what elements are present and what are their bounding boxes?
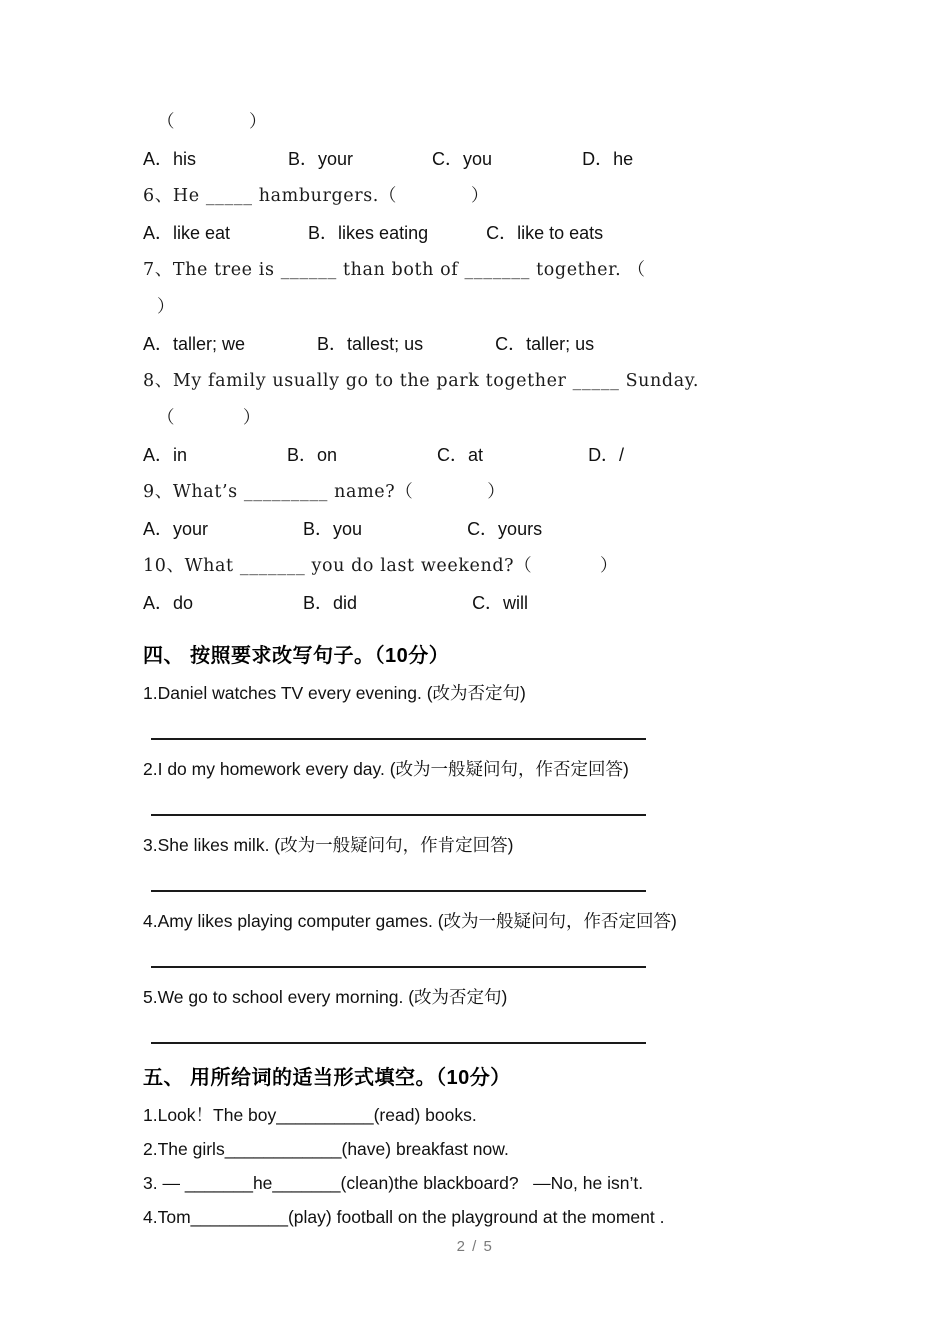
option-row [143, 511, 843, 548]
page-content [143, 104, 843, 1234]
answer-line[interactable] [151, 738, 646, 740]
section-four-heading: 四、 按照要求改写句子。（10分） [143, 645, 450, 667]
option-choice[interactable]: C．taller; us [495, 334, 595, 354]
answer-line[interactable] [151, 966, 646, 968]
option-row [143, 215, 843, 252]
option-choice[interactable]: C．yours [467, 519, 543, 539]
answer-line[interactable] [151, 890, 646, 892]
rewrite-item: 4.Amy likes playing computer games. (改为一般疑问句，作否定回答) [143, 911, 677, 931]
option-choice[interactable]: D．he [582, 149, 634, 169]
question-stem-wrap: ） [157, 297, 176, 317]
option-choice[interactable]: C．will [472, 593, 529, 613]
fill-blank-item[interactable]: 3. — _______he_______(clean)the blackboard? —No, he isn’t. [143, 1173, 644, 1193]
option-choice[interactable]: D．/ [588, 445, 625, 465]
question-stem: 10、What _______ you do last weekend?（ ） [143, 556, 619, 576]
option-choice[interactable]: B．did [303, 593, 358, 613]
option-choice[interactable]: C．you [432, 149, 493, 169]
answer-line[interactable] [151, 1042, 646, 1044]
option-choice[interactable]: B．likes eating [308, 223, 429, 243]
question-stem: 6、He _____ hamburgers.（ ） [143, 186, 490, 206]
option-choice[interactable]: A．his [143, 149, 197, 169]
option-choice[interactable]: B．tallest; us [317, 334, 424, 354]
option-row [143, 585, 843, 622]
option-choice[interactable]: A．do [143, 593, 194, 613]
rewrite-item: 2.I do my homework every day. (改为一般疑问句，作否定回答) [143, 759, 629, 779]
page-footer: 2 / 5 [456, 1238, 494, 1255]
answer-line[interactable] [151, 814, 646, 816]
section-four-items [143, 676, 843, 1044]
carryover-answer-bracket: （ ） [157, 112, 268, 132]
fill-blank-item[interactable]: 2.The girls____________(have) breakfast now. [143, 1139, 509, 1159]
fill-blank-item[interactable]: 4.Tom__________(play) football on the playground at the moment . [143, 1207, 665, 1227]
multiple-choice-section [143, 178, 843, 622]
option-row [143, 437, 843, 474]
option-choice[interactable]: B．you [303, 519, 363, 539]
option-choice[interactable]: C．like to eats [486, 223, 604, 243]
option-choice[interactable]: B．on [287, 445, 338, 465]
option-row [143, 326, 843, 363]
option-choice[interactable]: A．your [143, 519, 209, 539]
question-stem: 8、My family usually go to the park together _____ Sunday. [143, 371, 700, 391]
option-choice[interactable]: C．at [437, 445, 484, 465]
section-five-heading: 五、 用所给词的适当形式填空。（10分） [143, 1067, 511, 1089]
option-choice[interactable]: A．like eat [143, 223, 231, 243]
fill-blank-item[interactable]: 1.Look！The boy__________(read) books. [143, 1105, 477, 1125]
rewrite-item: 3.She likes milk. (改为一般疑问句，作肯定回答) [143, 835, 514, 855]
question-stem: 9、What’s _________ name?（ ） [143, 482, 506, 502]
question-stem-wrap: （ ） [157, 408, 261, 428]
section-five-items [143, 1098, 843, 1234]
rewrite-item: 5.We go to school every morning. (改为否定句) [143, 987, 508, 1007]
question-stem: 7、The tree is ______ than both of _______ together. （ [143, 260, 646, 280]
rewrite-item: 1.Daniel watches TV every evening. (改为否定句) [143, 683, 526, 703]
carryover-option-row [143, 141, 843, 178]
option-choice[interactable]: A．in [143, 445, 188, 465]
option-choice[interactable]: B．your [288, 149, 354, 169]
option-choice[interactable]: A．taller; we [143, 334, 246, 354]
